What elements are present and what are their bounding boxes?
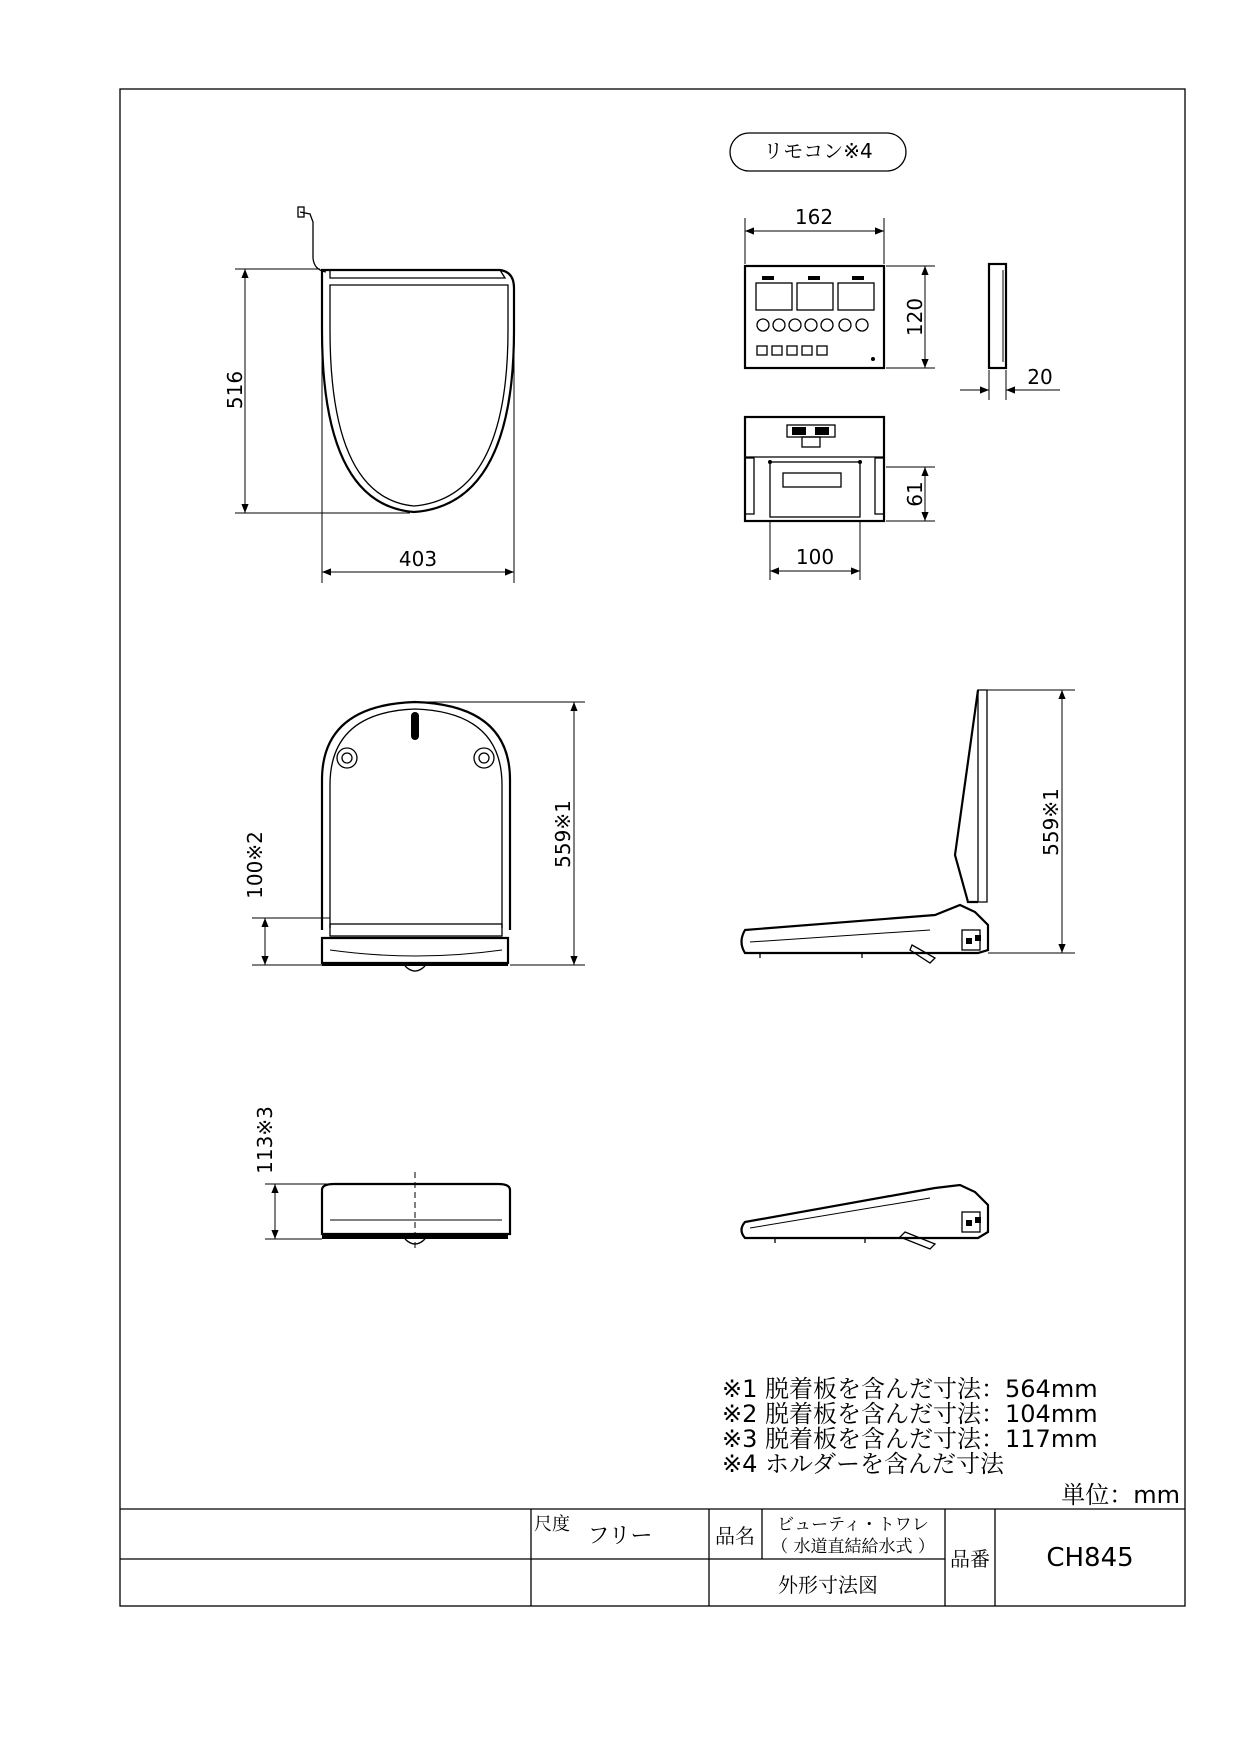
note-3: ※3 脱着板を含んだ寸法：117mm	[722, 1425, 1098, 1453]
notes	[722, 1375, 1180, 1509]
remote-height-dim: 120	[903, 297, 927, 337]
unit-label: 単位：mm	[1061, 1481, 1180, 1509]
note-4: ※4 ホルダーを含んだ寸法	[722, 1450, 1005, 1478]
top-length-dim: 516	[223, 370, 247, 410]
holder-height-dim: 61	[903, 481, 927, 507]
low-side-view	[742, 1185, 989, 1249]
side-view	[742, 690, 1076, 963]
scale-value: フリー	[587, 1524, 653, 1549]
note-1: ※1 脱着板を含んだ寸法：564mm	[722, 1375, 1098, 1403]
note-2: ※2 脱着板を含んだ寸法：104mm	[722, 1400, 1098, 1428]
title-block	[120, 1509, 1185, 1606]
remote-views	[730, 133, 1060, 580]
top-width-dim: 403	[398, 547, 438, 571]
holder-width-dim: 100	[795, 545, 835, 569]
front-height-dim: 559※1	[551, 800, 575, 868]
front-view	[243, 702, 585, 971]
name-line1: ビューティ・トワレ	[777, 1515, 929, 1535]
part-label: 品番	[950, 1547, 990, 1571]
front-hinge-dim: 100※2	[243, 831, 267, 899]
low-height-dim: 113※3	[253, 1106, 277, 1174]
low-front-view	[253, 1106, 510, 1252]
remote-width-dim: 162	[794, 205, 834, 229]
name-label: 品名	[715, 1524, 755, 1548]
scale-label: 尺度	[534, 1514, 570, 1535]
side-height-dim: 559※1	[1039, 788, 1063, 856]
top-view	[223, 207, 514, 583]
name-line2: （ 水道直結給水式 ）	[771, 1537, 935, 1557]
remote-label: リモコン※4	[763, 139, 873, 163]
drawing-type: 外形寸法図	[778, 1573, 878, 1597]
remote-depth-dim: 20	[1027, 365, 1053, 389]
part-number: CH845	[1046, 1543, 1134, 1573]
